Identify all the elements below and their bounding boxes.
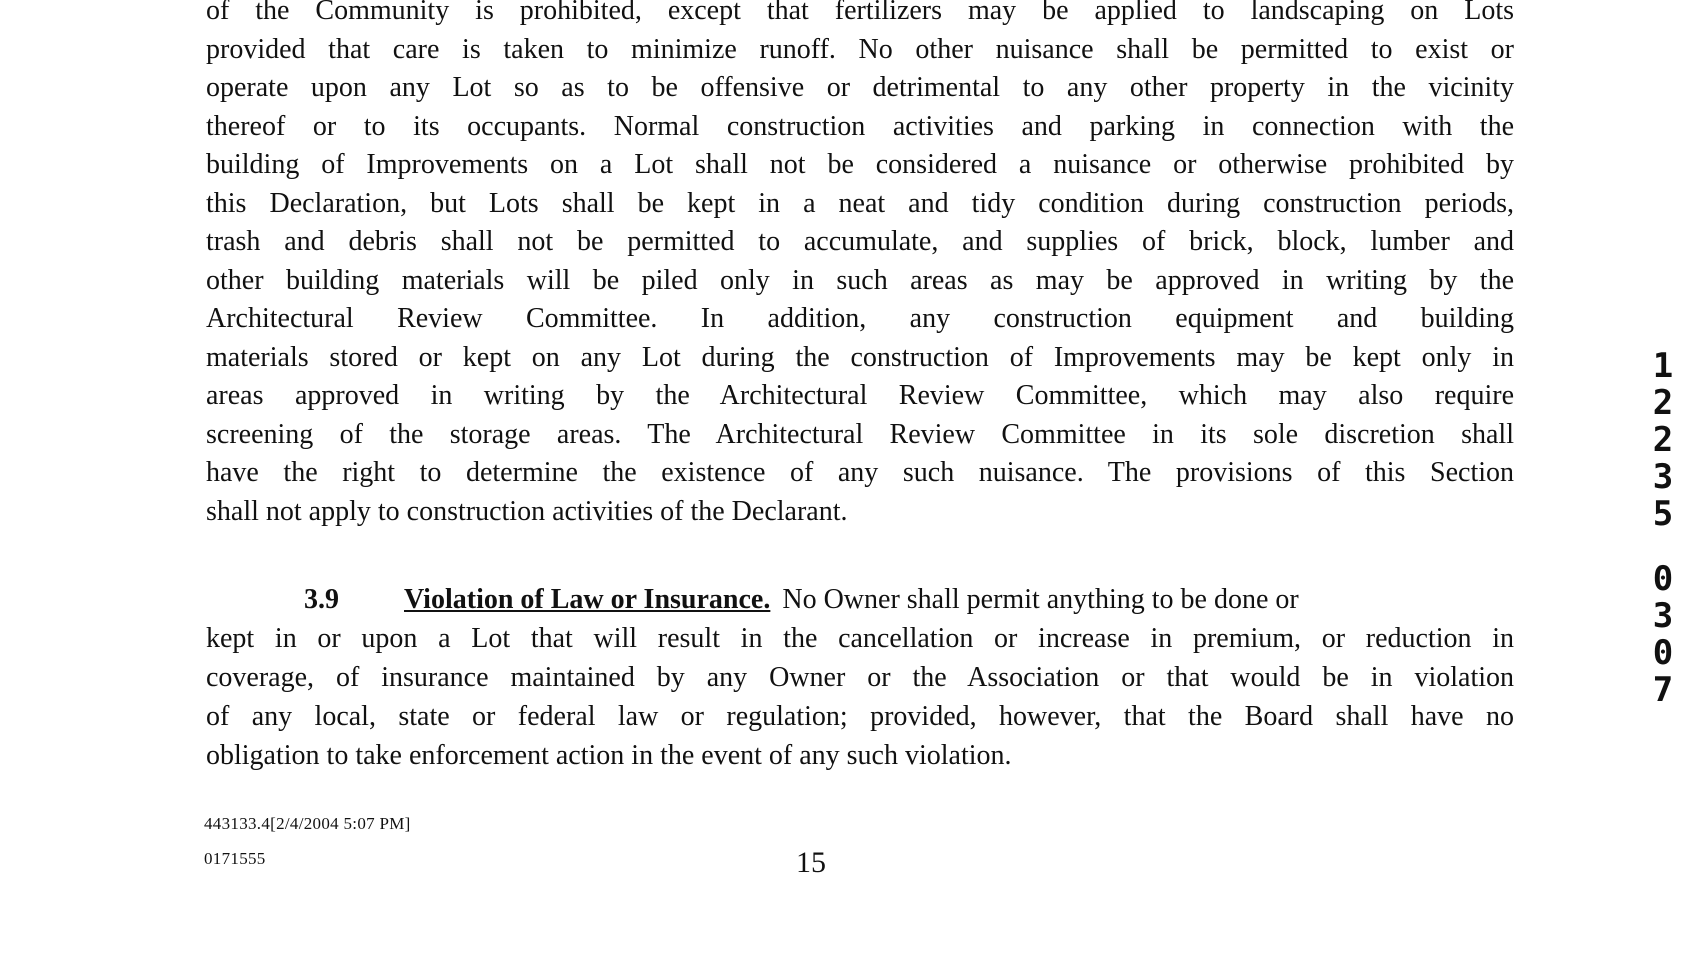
text-line: building of Improvements on a Lot shall not be considered a nuisance or otherwise prohibited by (206, 149, 1514, 180)
section-3-9-paragraph (206, 580, 1514, 775)
text-line: other building materials will be piled only in such areas as may be approved in writing by the (206, 264, 1514, 296)
page-number: 15 (796, 846, 826, 879)
text-line: of any local, state or federal law or regulation; provided, however, that the Board shall have no (206, 701, 1514, 732)
text-line: have the right to determine the existence of any such nuisance. The provisions of this Section (206, 457, 1514, 488)
stamp-digit: 3 (1652, 596, 1674, 636)
text-line: this Declaration, but Lots shall be kept in a neat and tidy condition during construction periods, (206, 187, 1514, 219)
text-line: trash and debris shall not be permitted to accumulate, and supplies of brick, block, lumber and (206, 226, 1514, 257)
margin-recording-stamp (1646, 348, 1680, 709)
text-line: thereof or to its occupants. Normal construction activities and parking in connection with the (206, 110, 1514, 142)
text-line: screening of the storage areas. The Architectural Review Committee in its sole discretion shall (206, 418, 1514, 450)
text-line: operate upon any Lot so as to be offensive or detrimental to any other property in the vicinity (206, 72, 1514, 103)
stamp-digit: 1 (1652, 346, 1674, 386)
stamp-gap (1646, 533, 1680, 561)
stamp-digit: 3 (1652, 457, 1674, 497)
paragraph-nuisance-continued (206, 0, 1514, 531)
section-title: Violation of Law or Insurance. (404, 584, 771, 615)
text-line: materials stored or kept on any Lot during the construction of Improvements may be kept only in (206, 341, 1514, 373)
text-line: obligation to take enforcement action in the event of any such violation. (206, 740, 1012, 771)
text-line: provided that care is taken to minimize runoff. No other nuisance shall be permitted to exist or (206, 33, 1514, 65)
stamp-digit: 2 (1652, 420, 1674, 460)
stamp-digit: 0 (1652, 559, 1674, 599)
section-first-line-text: No Owner shall permit anything to be done or (782, 584, 1299, 615)
text-line: shall not apply to construction activities of the Declarant. (206, 495, 848, 527)
text-line: kept in or upon a Lot that will result in the cancellation or increase in premium, or reduction in (206, 623, 1514, 654)
document-reference-code: 443133.4[2/4/2004 5:07 PM] (204, 814, 411, 833)
stamp-digit: 0 (1652, 633, 1674, 673)
section-heading-line (206, 580, 1514, 619)
section-number: 3.9 (304, 584, 339, 615)
stamp-digit: 2 (1652, 383, 1674, 423)
text-line: Architectural Review Committee. In addition, any construction equipment and building (206, 303, 1514, 334)
stamp-digit: 5 (1652, 494, 1674, 534)
document-client-number: 0171555 (204, 849, 266, 868)
text-line: areas approved in writing by the Architectural Review Committee, which may also require (206, 380, 1514, 411)
text-line: of the Community is prohibited, except that fertilizers may be applied to landscaping on Lots (206, 0, 1514, 26)
stamp-digit: 7 (1652, 670, 1674, 710)
text-line: coverage, of insurance maintained by any Owner or the Association or that would be in violation (206, 662, 1514, 693)
